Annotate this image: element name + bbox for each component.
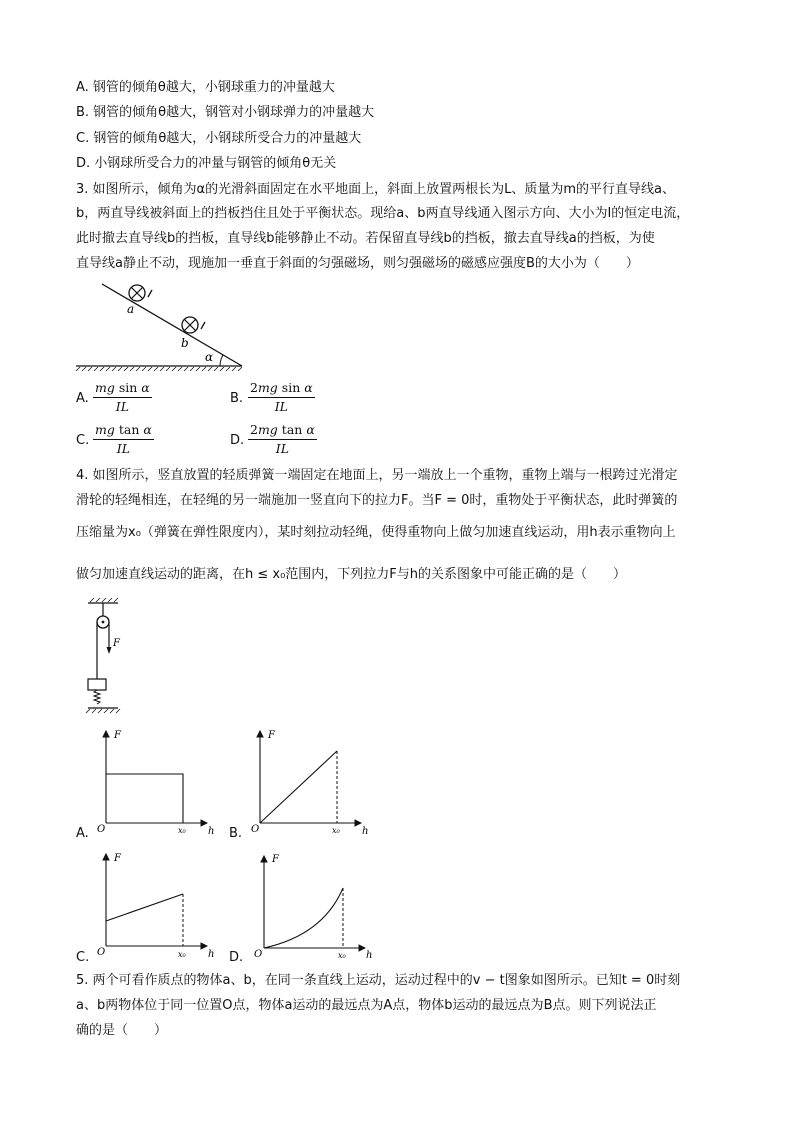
q4-stem-line1: 4. 如图所示，竖直放置的轻质弹簧一端固定在地面上，另一端放上一个重物，重物上端与一根跨过光滑定: [76, 468, 678, 483]
svg-text:O: O: [97, 824, 106, 835]
label-b: b: [181, 336, 189, 350]
label-alpha: α: [205, 350, 214, 364]
svg-text:O: O: [97, 947, 106, 958]
q4-option-d-letter: D.: [229, 950, 244, 965]
graph-a: [97, 730, 214, 837]
q3-stem-line3: 此时撤去直导线b的挡板，直导线b能够静止不动。若保留直导线b的挡板，撤去直导线a的挡板，为使: [76, 231, 655, 246]
force-label: F: [113, 638, 120, 649]
q4-option-a-letter: A.: [76, 826, 89, 841]
q5-stem-line2: a、b两物体位于同一位置O点，物体a运动的最远点为A点，物体b运动的最远点为B点。则下列说法正: [76, 998, 657, 1013]
q3-option-c-fraction: $\frac{\text{mg tan α}}{IL}$: [95, 422, 152, 456]
svg-text:h: h: [362, 826, 369, 837]
q4-stem-line4: 做匀加速直线运动的距离，在h ≤ x₀范围内，下列拉力F与h的关系图象中可能正确的是（ ）: [76, 567, 627, 582]
svg-text:h: h: [366, 950, 373, 961]
q2-option-b: B. 钢管的倾角θ越大，钢管对小钢球弹力的冲量越大: [76, 105, 375, 120]
svg-text:x₀: x₀: [338, 951, 346, 960]
q2-option-d: D. 小钢球所受合力的冲量与钢管的倾角θ无关: [76, 156, 337, 171]
svg-text:x₀: x₀: [178, 950, 186, 959]
svg-text:F: F: [114, 853, 121, 864]
q3-option-b-fraction: $\frac{\text{2mg sin α}}{IL}$: [250, 380, 313, 414]
q3-option-b-letter: B.: [230, 391, 244, 406]
q3-option-d-fraction: $\frac{\text{2mg tan α}}{IL}$: [250, 422, 315, 456]
svg-text:O: O: [251, 824, 260, 835]
q5-stem-line3: 确的是（ ）: [76, 1023, 168, 1038]
q4-option-b-letter: B.: [229, 826, 243, 841]
q3-option-a-fraction: $\frac{\text{mg sin α}}{IL}$: [95, 380, 150, 414]
q4-stem-line3: 压缩量为x₀（弹簧在弹性限度内），某时刻拉动轻绳，使得重物向上做匀加速直线运动，用h表示重物向上: [76, 525, 676, 540]
q5-stem-line1: 5. 两个可看作质点的物体a、b，在同一条直线上运动，运动过程中的v − t图象如图所示。已知t = 0时刻: [76, 973, 681, 988]
graph-b: [251, 730, 368, 837]
q3-stem-line4: 直导线a静止不动，现施加一垂直于斜面的匀强磁场，则匀强磁场的磁感应强度B的大小为（ ）: [76, 256, 639, 271]
q2-option-c: C. 钢管的倾角θ越大，小钢球所受合力的冲量越大: [76, 131, 362, 146]
q2-option-a: A. 钢管的倾角θ越大，小钢球重力的冲量越大: [76, 80, 335, 95]
svg-text:x₀: x₀: [332, 826, 340, 835]
q3-stem-line1: 3. 如图所示，倾角为α的光滑斜面固定在水平地面上，斜面上放置两根长为L、质量为m的平行直导线a、: [76, 182, 675, 197]
svg-text:O: O: [254, 949, 263, 960]
graph-d: [254, 854, 372, 961]
svg-text:h: h: [208, 949, 215, 960]
q3-stem-line2: b，两直导线被斜面上的挡板挡住且处于平衡状态。现给a、b两直导线通入图示方向、大小为I的恒定电流，: [76, 206, 690, 221]
svg-text:x₀: x₀: [178, 826, 186, 835]
svg-text:F: F: [272, 854, 279, 865]
q3-option-c-letter: C.: [76, 433, 90, 448]
q3-option-a-letter: A.: [76, 391, 89, 406]
svg-text:F: F: [114, 730, 121, 741]
q3-option-d-letter: D.: [230, 433, 245, 448]
q4-option-c-letter: C.: [76, 950, 90, 965]
graph-c: [97, 853, 214, 960]
svg-text:F: F: [268, 730, 275, 741]
label-a: a: [127, 302, 135, 316]
svg-text:h: h: [208, 826, 215, 837]
q4-stem-line2: 滑轮的轻绳相连，在轻绳的另一端施加一竖直向下的拉力F。当F = 0时，重物处于平衡状态，此时弹簧的: [76, 493, 678, 508]
